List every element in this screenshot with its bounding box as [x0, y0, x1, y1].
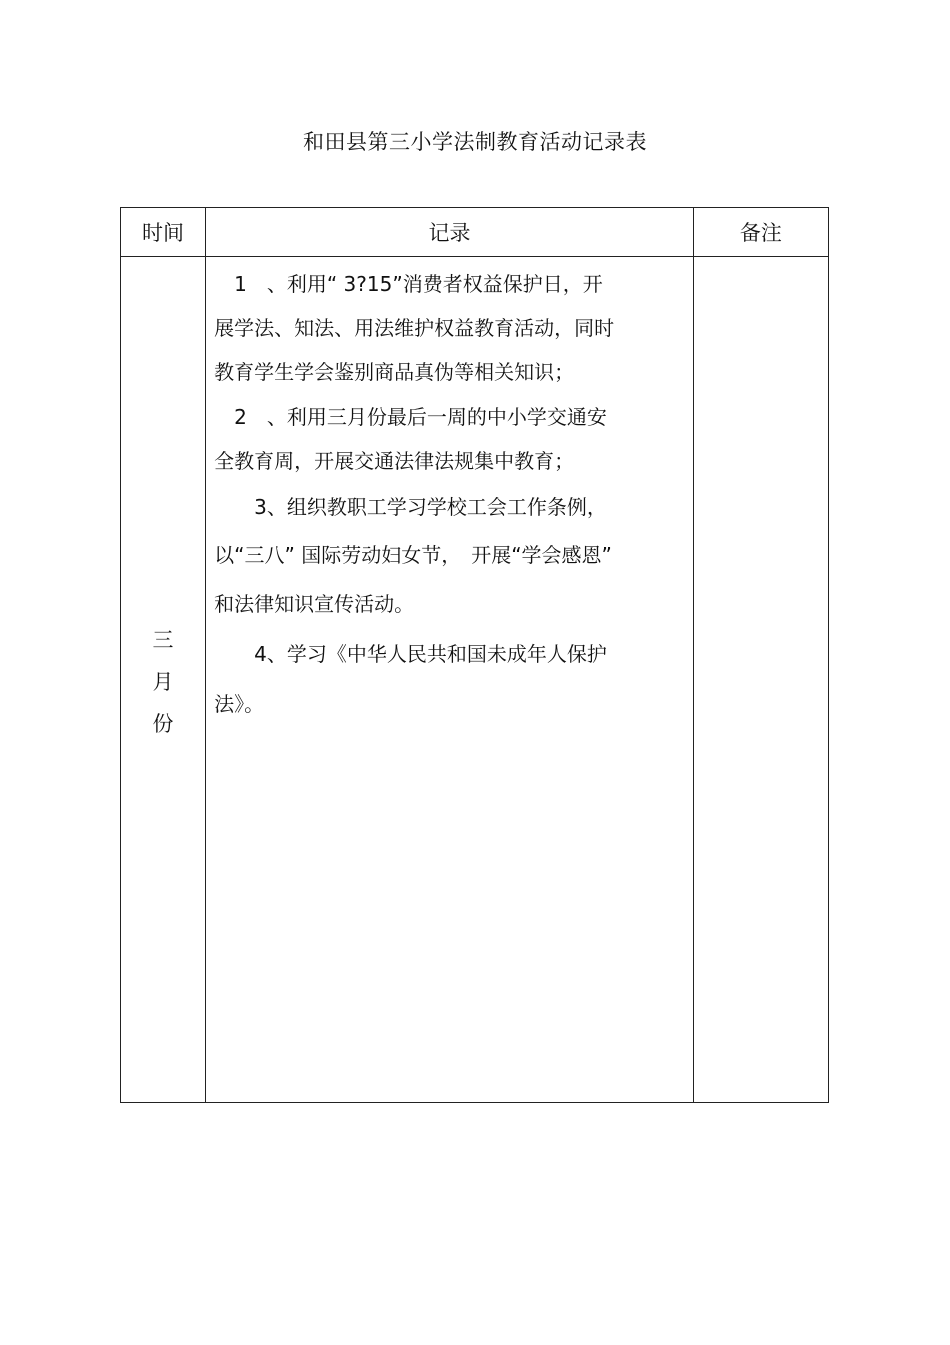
- header-record: 记录: [206, 208, 694, 257]
- document-title: 和田县第三小学法制教育活动记录表: [303, 130, 647, 154]
- record-cell: [206, 257, 694, 1103]
- table-row: [121, 257, 829, 1103]
- month-char: 三: [152, 628, 174, 652]
- month-char: 份: [152, 712, 174, 736]
- time-cell: [121, 257, 206, 1103]
- record-line: 教育学生学会鉴别商品真伪等相关知识；: [214, 360, 575, 384]
- month-char: 月: [152, 670, 174, 694]
- header-notes: 备注: [693, 208, 828, 257]
- record-line: 法》。: [214, 692, 265, 716]
- activity-record-table: [120, 207, 829, 1103]
- record-line: 以“三八” 国际劳动妇女节， 开展“学会感恩”: [214, 543, 612, 567]
- header-time: 时间: [121, 208, 206, 257]
- record-line: 2 、利用三月份最后一周的中小学交通安: [214, 405, 607, 429]
- record-line: 全教育周，开展交通法律法规集中教育；: [214, 449, 575, 473]
- record-line: 1 、利用“ 3?15”消费者权益保护日，开: [214, 272, 603, 296]
- month-label: [121, 619, 205, 745]
- notes-cell: [693, 257, 828, 1103]
- record-line: 展学法、知法、用法维护权益教育活动，同时: [214, 316, 615, 340]
- record-line: 3、组织教职工学习学校工会工作条例，: [214, 495, 607, 519]
- record-line: 和法律知识宣传活动。: [214, 592, 415, 616]
- record-line: 4、学习《中华人民共和国未成年人保护: [214, 642, 607, 666]
- table-header-row: [121, 208, 829, 257]
